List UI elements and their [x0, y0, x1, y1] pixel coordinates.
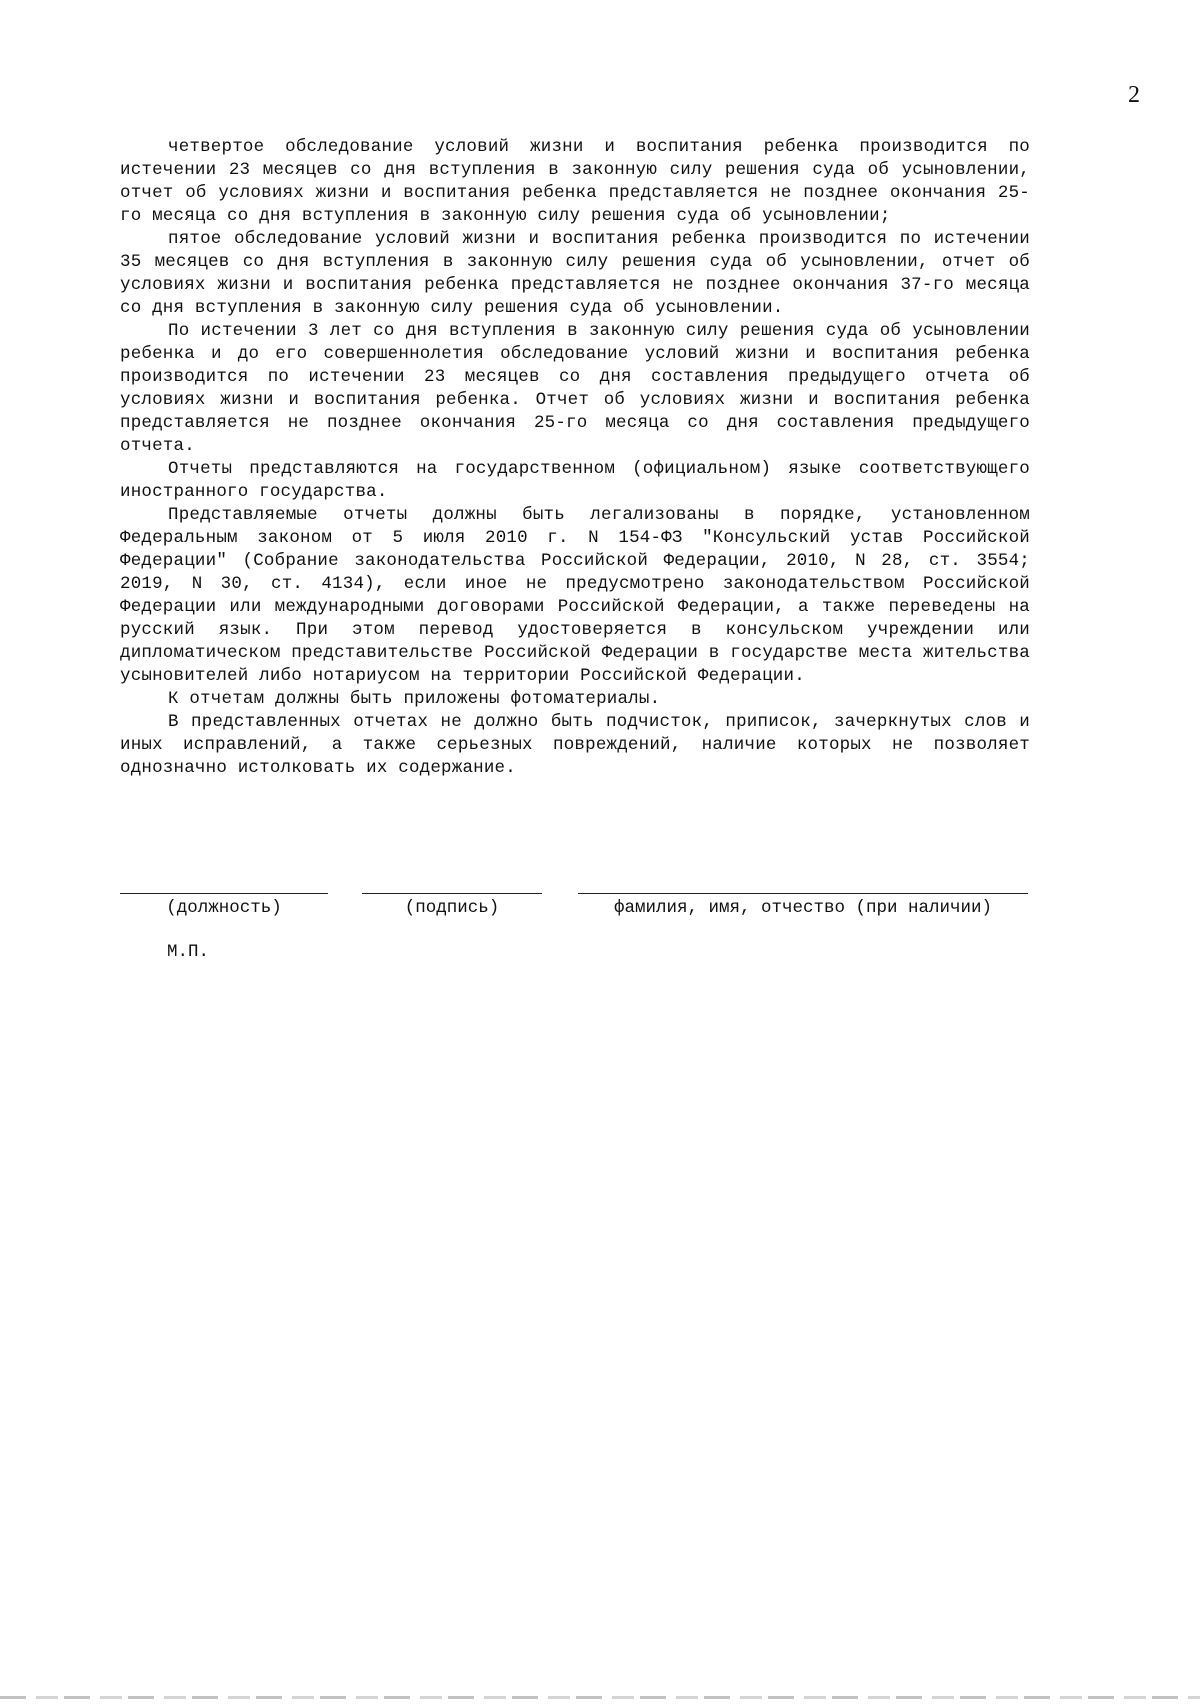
paragraph-after-three-years: По истечении 3 лет со дня вступления в законную силу решения суда об усыновлении ребенка и до его совершеннолетия обследование условий жизни и воспитания ребенка производится по истечении 23 месяцев со дня составления предыдущего отчета об условиях жизни и воспитания ребенка. Отчет об условиях жизни и воспитания ребенка представляется не позднее окончания 25-го месяца со дня составления предыдущего отчета. [120, 321, 1030, 456]
paragraph-fifth-inspection: пятое обследование условий жизни и воспитания ребенка производится по истечении 35 месяцев со дня вступления в законную силу решения суда об усыновлении, отчет об условиях жизни и воспитания ребенка представляется не позднее окончания 37-го месяца со дня вступления в законную силу решения суда об усыновлении. [120, 229, 1030, 318]
position-line [120, 893, 328, 894]
stamp-place-label: М.П. [167, 942, 210, 962]
full-name-field [578, 893, 1028, 918]
paragraph-photos: К отчетам должны быть приложены фотоматериалы. [168, 689, 661, 709]
signature-row [0, 893, 1200, 933]
paragraph-fourth-inspection: четвертое обследование условий жизни и воспитания ребенка производится по истечении 23 месяцев со дня вступления в законную силу решения суда об усыновлении, отчет об условиях жизни и воспитания ребенка представляется не позднее окончания 25-го месяца со дня вступления в законную силу решения суда об усыновлении; [120, 137, 1030, 226]
full-name-line [578, 893, 1028, 894]
document-body [120, 136, 1030, 780]
signature-label: (подпись) [404, 898, 500, 918]
page-number: 2 [1128, 82, 1140, 108]
paragraph-report-language: Отчеты представляются на государственном (официальном) языке соответствующего иностранного государства. [120, 459, 1030, 502]
signature-field [362, 893, 542, 918]
signature-line [362, 893, 542, 894]
scan-bottom-edge [0, 1696, 1200, 1699]
position-field [120, 893, 328, 918]
position-label: (должность) [166, 898, 282, 918]
paragraph-legalization: Представляемые отчеты должны быть легализованы в порядке, установленном Федеральным законом от 5 июля 2010 г. N 154-ФЗ "Консульский устав Российской Федерации" (Собрание законодательства Российской Федерации, 2010, N 28, ст. 3554; 2019, N 30, ст. 4134), если иное не предусмотрено законодательством Российской Федерации или международными договорами Российской Федерации, а также переведены на русский язык. При этом перевод удостоверяется в консульском учреждении или дипломатическом представительстве Российской Федерации в государстве места жительства усыновителей либо нотариусом на территории Российской Федерации. [120, 505, 1030, 686]
paragraph-no-corrections: В представленных отчетах не должно быть подчисток, приписок, зачеркнутых слов и иных исправлений, а также серьезных повреждений, наличие которых не позволяет однозначно истолковать их содержание. [120, 712, 1030, 778]
full-name-label: фамилия, имя, отчество (при наличии) [613, 898, 993, 918]
